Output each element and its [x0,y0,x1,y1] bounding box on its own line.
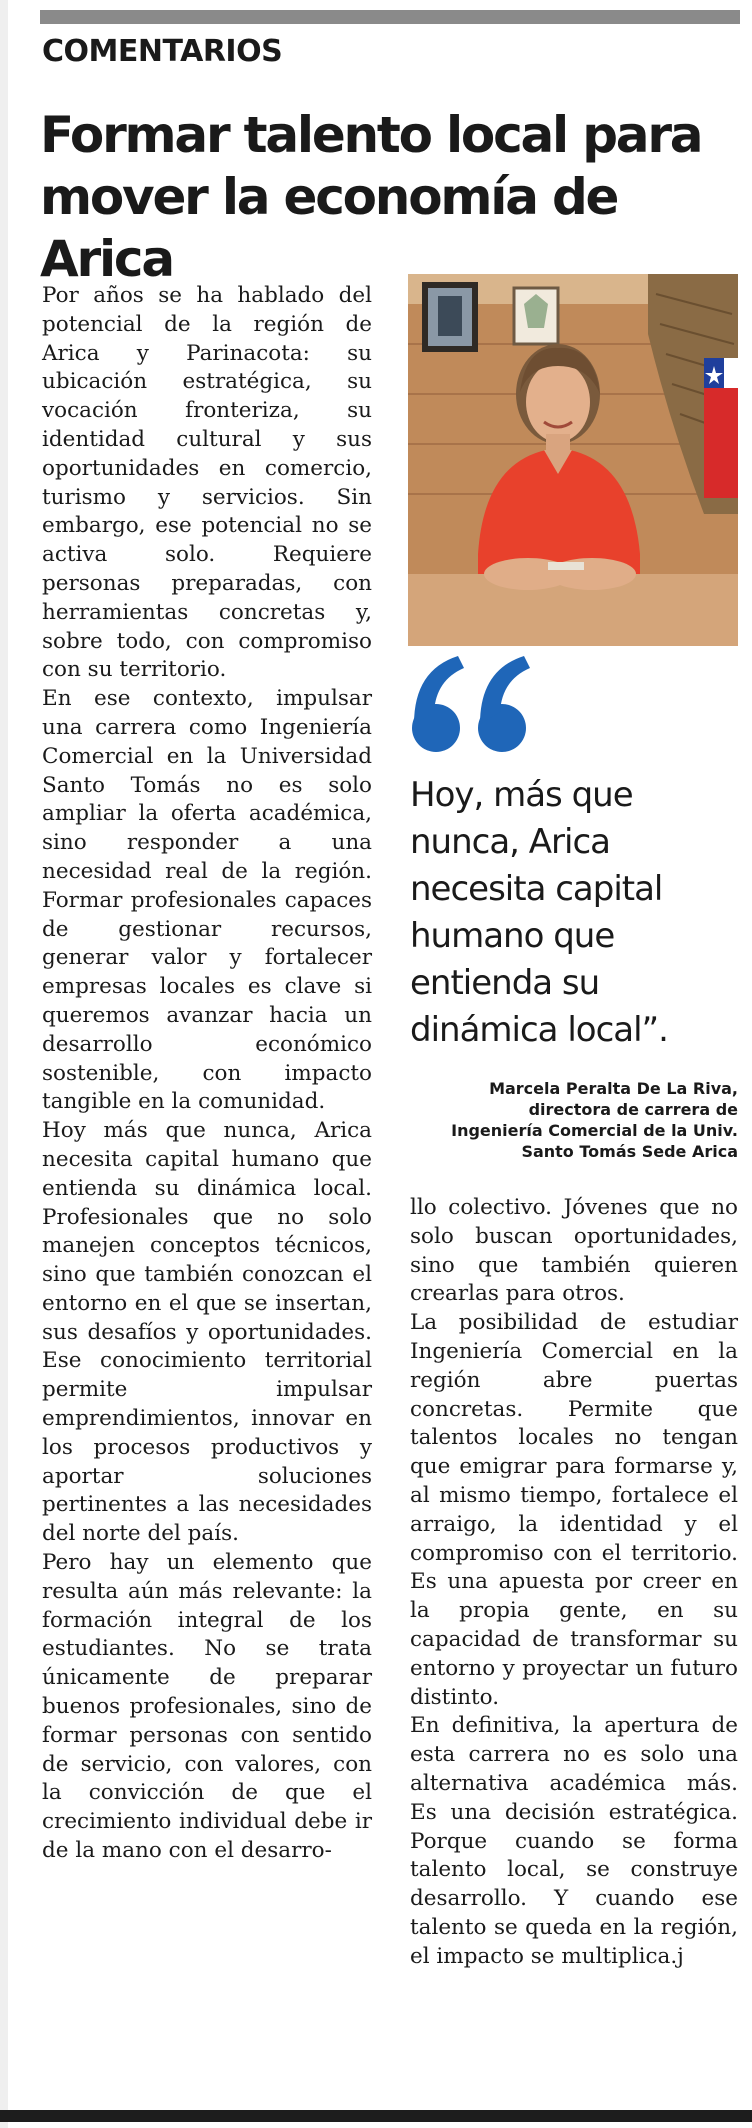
paragraph: En definitiva, la apertura de esta carrera no es solo una alternativa académica más. Es una decisión estratégica. Porque cuando se forma talento local, se construye desarrollo. Y cuando ese talento se queda en la región, el impacto se multiplica.j [410,1713,738,1969]
paragraph: llo colectivo. Jóvenes que no solo buscan oportunidades, sino que también quieren crearlas para otros. [410,1195,738,1307]
paragraph: La posibilidad de estudiar Ingeniería Comercial en la región abre puertas concretas. Permite que talentos locales no tengan que emigrar para formarse y, al mismo tiempo, fortalece el arraigo, la identidad y el compromiso con el territorio. Es una apuesta por creer en la propia gente, en su capacidad de transformar su entorno y proyectar un futuro distinto. [410,1310,738,1710]
paragraph: En ese contexto, impulsar una carrera como Ingeniería Comercial en la Universidad Santo Tomás no es solo ampliar la oferta académica, sino responder a una necesidad real de la región. Formar profesionales capaces de gestionar recursos, generar valor y fortalecer empresas locales es clave si queremos avanzar hacia un desarrollo económico sostenible, con impacto tangible en la comunidad. [42,686,372,1115]
top-rule [40,10,740,24]
headline: Formar talento local para mover la economía de Arica [40,106,702,288]
bottom-rule [0,2110,752,2122]
pull-quote: Hoy, más que nunca, Arica necesita capital humano que entienda su dinámica local”. [410,775,668,1050]
paragraph: Por años se ha hablado del potencial de la región de Arica y Parinacota: su ubicación estratégica, su vocación fronteriza, su identidad cultural y sus oportunidades en comercio, turismo y servicios. Sin embargo, ese potencial no se activa solo. Requiere personas preparadas, con herramientas concretas y, sobre todo, con compromiso con su territorio. [42,283,372,683]
author-photo [408,274,738,646]
body-column-left [42,282,372,1866]
attribution-name: Marcela Peralta De La Riva, [489,1079,738,1098]
quote-mark-icon [406,650,546,760]
attribution-line: directora de carrera de [528,1100,738,1119]
page-edge [0,0,8,2128]
paragraph: Pero hay un elemento que resulta aún más relevante: la formación integral de los estudiantes. No se trata únicamente de preparar buenos profesionales, sino de formar personas con sentido de servicio, con valores, con la convicción de que el crecimiento individual debe ir de la mano con el desarro- [42,1550,372,1864]
quote-attribution [400,1078,738,1162]
body-column-right [410,1194,738,1972]
attribution-line: Santo Tomás Sede Arica [521,1142,738,1161]
paragraph: Hoy más que nunca, Arica necesita capital humano que entienda su dinámica local. Profesionales que no solo manejen conceptos técnicos, sino que también conozcan el entorno en el que se insertan, sus desafíos y oportunidades. Ese conocimiento territorial permite impulsar emprendimientos, innovar en los procesos productivos y aportar soluciones pertinentes a las necesidades del norte del país. [42,1118,372,1547]
chile-flag-icon [704,358,738,498]
attribution-line: Ingeniería Comercial de la Univ. [451,1121,738,1140]
section-label: COMENTARIOS [42,34,283,69]
